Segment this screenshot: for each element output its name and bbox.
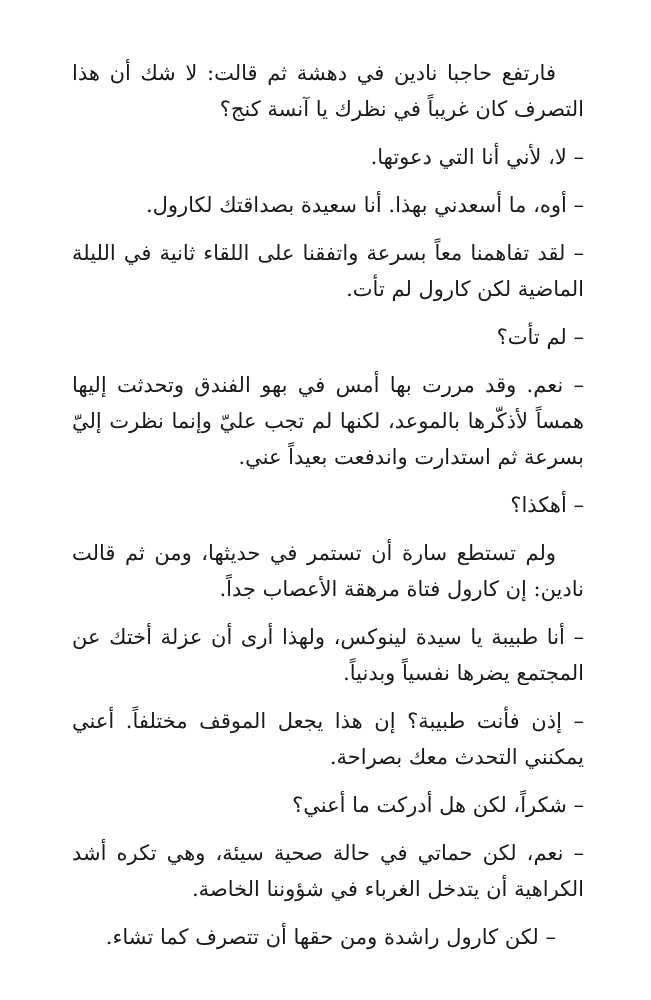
paragraph: ولم تستطع سارة أن تستمر في حديثها، ومن ثم قالت نادين: إن كارول فتاة مرهقة الأعصاب جداً. [72, 541, 584, 601]
paragraph: – لا، لأني أنا التي دعوتها. [370, 145, 584, 169]
paragraph: – أهكذا؟ [510, 493, 584, 517]
paragraph: – لم تأت؟ [496, 325, 584, 349]
paragraph: – شكراً، لكن هل أدركت ما أعني؟ [292, 793, 584, 817]
paragraph: – لقد تفاهمنا معاً بسرعة واتفقنا على اللقاء ثانية في الليلة الماضية لكن كارول لم تأت. [72, 241, 584, 301]
paragraph: – نعم، لكن حماتي في حالة صحية سيئة، وهي تكره أشد الكراهية أن يتدخل الغرباء في شؤوننا الخاصة. [72, 841, 584, 901]
paragraph: – لكن كارول راشدة ومن حقها أن تتصرف كما تشاء. [105, 925, 556, 949]
paragraph: – نعم. وقد مررت بها أمس في بهو الفندق وتحدثت إليها همساً لأذكّرها بالموعد، لكنها لم تجب عليّ وإنما نظرت إليّ بسرعة ثم استدارت واندفعت بعيداً عني. [72, 373, 584, 469]
document-page [72, 55, 584, 967]
paragraph: – أوه، ما أسعدني بهذا. أنا سعيدة بصداقتك لكارول. [145, 193, 584, 217]
paragraph: – أنا طبيبة يا سيدة لينوكس، ولهذا أرى أن عزلة أختك عن المجتمع يضرها نفسياً وبدنياً. [72, 625, 584, 685]
paragraph: – إذن فأنت طبيبة؟ إن هذا يجعل الموقف مختلفاً. أعني يمكنني التحدث معك بصراحة. [72, 709, 584, 769]
paragraph: فارتفع حاجبا نادين في دهشة ثم قالت: لا شك أن هذا التصرف كان غريباً في نظرك يا آنسة كنج؟ [72, 61, 584, 121]
